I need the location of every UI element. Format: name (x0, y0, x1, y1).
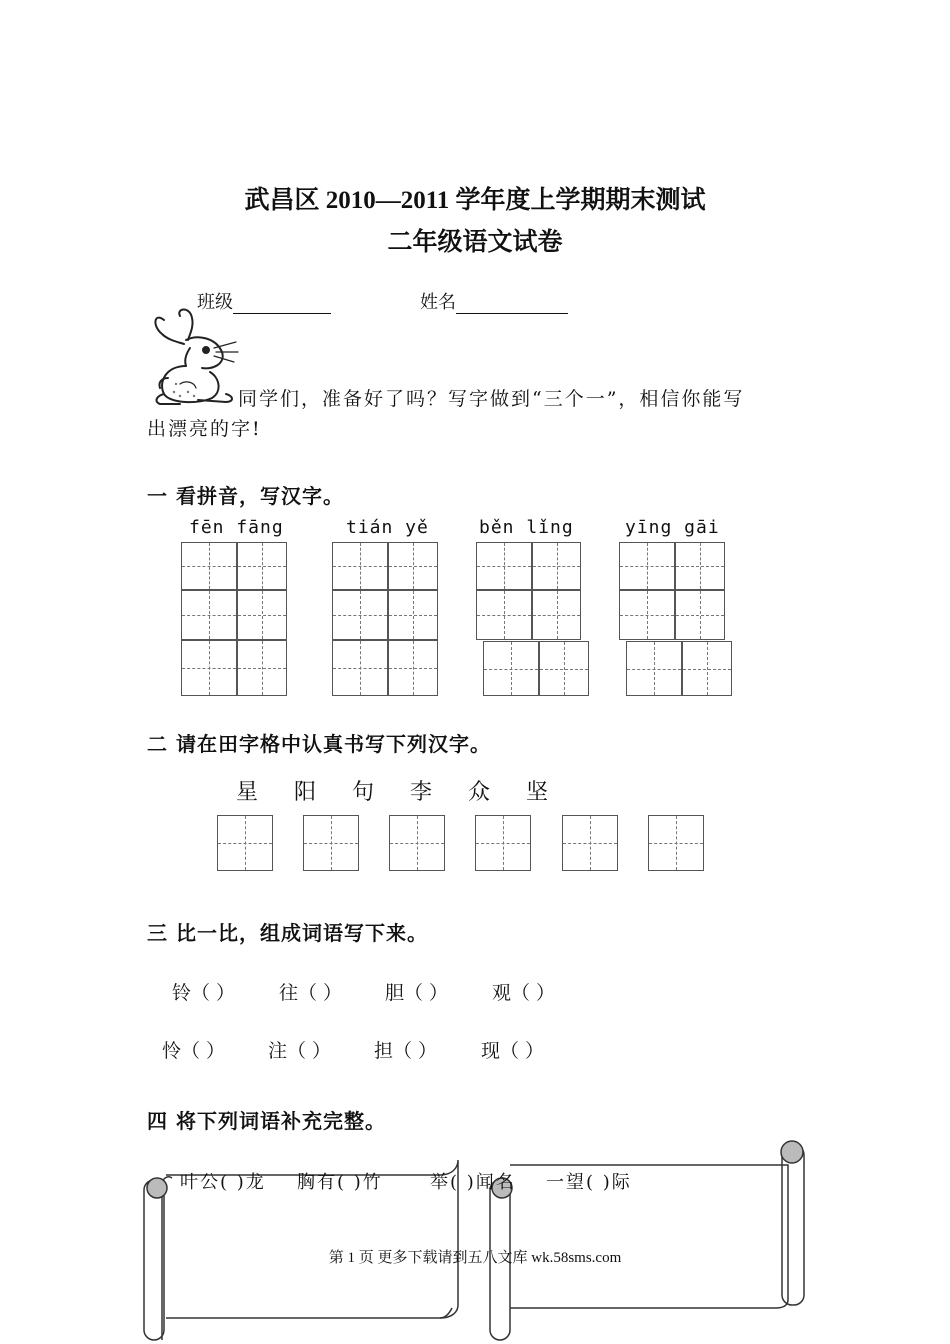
compare-item: 现（ ） (481, 1040, 545, 1062)
name-label: 姓名 (420, 292, 456, 313)
idiom-item: 举( )闻名 (430, 1172, 516, 1193)
pinyin-3: běn lǐng (479, 517, 574, 538)
name-blank[interactable] (456, 295, 568, 314)
writing-cell[interactable] (388, 542, 438, 590)
writing-cell[interactable] (181, 590, 237, 640)
page-title: 武昌区 2010—2011 学年度上学期期末测试 (244, 187, 706, 214)
writing-cell[interactable] (181, 640, 237, 696)
writing-cell[interactable] (217, 815, 273, 871)
writing-cell[interactable] (303, 815, 359, 871)
practice-char: 句 (352, 780, 375, 805)
page-subtitle: 二年级语文试卷 (387, 229, 563, 256)
writing-cell[interactable] (562, 815, 618, 871)
writing-cell[interactable] (675, 590, 725, 640)
practice-characters (236, 775, 584, 806)
compare-item: 观（ ） (492, 982, 556, 1004)
writing-cell[interactable] (532, 590, 581, 640)
writing-cell[interactable] (237, 590, 287, 640)
rabbit-illustration (150, 308, 242, 408)
writing-cell[interactable] (682, 641, 732, 696)
compare-item: 注（ ） (268, 1040, 332, 1062)
pinyin-2: tián yě (346, 517, 429, 538)
writing-cell[interactable] (332, 590, 388, 640)
section1-heading: 一 看拼音，写汉字。 (147, 484, 344, 508)
compare-item: 胆（ ） (385, 982, 449, 1004)
writing-cell[interactable] (532, 542, 581, 590)
compare-item: 怜（ ） (162, 1040, 226, 1062)
class-blank[interactable] (233, 295, 331, 314)
section3-heading: 三 比一比，组成词语写下来。 (147, 921, 428, 945)
practice-char: 坚 (526, 780, 549, 805)
compare-item: 铃（ ） (172, 982, 236, 1004)
section2-heading: 二 请在田字格中认真书写下列汉字。 (147, 732, 491, 756)
writing-cell[interactable] (539, 641, 589, 696)
writing-cell[interactable] (389, 815, 445, 871)
writing-cell[interactable] (388, 640, 438, 696)
compare-item: 担（ ） (374, 1040, 438, 1062)
writing-cell[interactable] (181, 542, 237, 590)
writing-cell[interactable] (388, 590, 438, 640)
writing-cell[interactable] (476, 590, 532, 640)
writing-cell[interactable] (648, 815, 704, 871)
writing-cell[interactable] (475, 815, 531, 871)
writing-cell[interactable] (237, 640, 287, 696)
writing-cell[interactable] (476, 542, 532, 590)
practice-char: 李 (410, 780, 433, 805)
page-footer: 第 1 页 更多下载请到五八文库 wk.58sms.com (328, 1250, 622, 1266)
writing-cell[interactable] (626, 641, 682, 696)
writing-cell[interactable] (332, 640, 388, 696)
practice-char: 阳 (294, 780, 317, 805)
practice-char: 众 (468, 780, 491, 805)
pinyin-1: fēn fāng (189, 517, 284, 538)
practice-char: 星 (236, 780, 259, 805)
name-field (420, 288, 568, 314)
writing-cell[interactable] (619, 542, 675, 590)
class-label: 班级 (197, 292, 233, 313)
writing-cell[interactable] (619, 590, 675, 640)
writing-cell[interactable] (675, 542, 725, 590)
intro-line-2: 出漂亮的字! (147, 418, 262, 440)
compare-item: 往（ ） (279, 982, 343, 1004)
intro-line-1: 同学们，准备好了吗？写字做到“三个一”，相信你能写 (238, 388, 745, 410)
writing-cell[interactable] (237, 542, 287, 590)
idiom-item: 胸有( )竹 (297, 1172, 383, 1193)
idiom-item: 叶公( )龙 (180, 1172, 266, 1193)
section4-heading: 四 将下列词语补充完整。 (147, 1109, 386, 1133)
writing-cell[interactable] (483, 641, 539, 696)
pinyin-4: yīng gāi (625, 517, 720, 538)
idiom-item: 一望( )际 (546, 1172, 632, 1193)
writing-cell[interactable] (332, 542, 388, 590)
